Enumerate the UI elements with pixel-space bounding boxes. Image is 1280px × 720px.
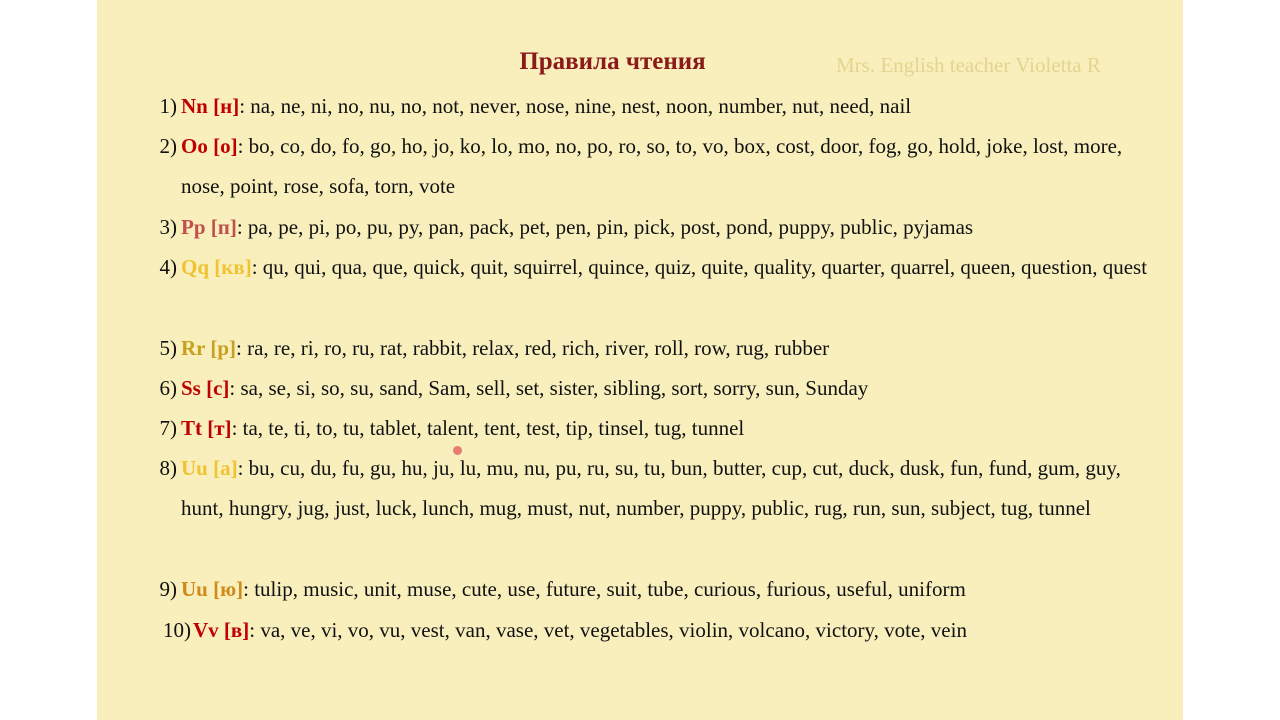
rule-number: 4) (159, 255, 177, 279)
rule-letter: Uu [ю] (181, 577, 244, 601)
rule-words: : tulip, music, unit, muse, cute, use, future, suit, tube, curious, furious, useful, uniform (243, 577, 966, 601)
rule-letter: Oo [о] (181, 134, 238, 158)
watermark-text: Mrs. English teacher Violetta R (836, 53, 1101, 77)
rule-body (181, 328, 1151, 368)
rule-words: : ta, te, ti, to, tu, tablet, talent, tent, test, tip, tinsel, tug, tunnel (231, 416, 745, 440)
rule-body (181, 247, 1151, 287)
rule-body (181, 86, 1151, 126)
rule-letter: Vv [в] (193, 618, 250, 642)
rule-body (181, 569, 1151, 609)
rule-words: : qu, qui, qua, que, quick, quit, squirrel, quince, quiz, quite, quality, quarter, quarrel, queen, question, quest (251, 255, 1148, 279)
rule-letter: Qq [кв] (181, 255, 252, 279)
rule-words: : va, ve, vi, vo, vu, vest, van, vase, vet, vegetables, violin, volcano, victory, vote, vein (249, 618, 967, 642)
rule-number: 5) (159, 336, 177, 360)
slide (97, 0, 1183, 720)
rule-number: 7) (159, 416, 177, 440)
rule-words: : sa, se, si, so, su, sand, Sam, sell, set, sister, sibling, sort, sorry, sun, Sunday (229, 376, 869, 400)
rule-body (181, 368, 1151, 408)
rule-number: 9) (159, 577, 177, 601)
rule-letter: Pp [п] (181, 215, 237, 239)
rule-body (181, 126, 1151, 206)
rule-number: 10) (163, 618, 191, 642)
rule-body (181, 408, 1151, 448)
rule-letter: Uu [а] (181, 456, 238, 480)
rule-body (193, 610, 1163, 650)
rule-letter: Ss [c] (181, 376, 230, 400)
laser-pointer-dot (453, 446, 462, 455)
rule-number: 2) (159, 134, 177, 158)
rule-body (181, 448, 1151, 528)
rule-letter: Tt [т] (181, 416, 232, 440)
rule-words: : bo, co, do, fo, go, ho, jo, ko, lo, mo, no, po, ro, so, to, vo, box, cost, door, fog, go, hold, joke, lost, more, nose, point, rose, sofa, torn, vote (181, 134, 1123, 198)
rule-number: 3) (159, 215, 177, 239)
rule-number: 8) (159, 456, 177, 480)
rule-words: : ra, re, ri, ro, ru, rat, rabbit, relax, red, rich, river, roll, row, rug, rubber (236, 336, 830, 360)
rule-words: : na, ne, ni, no, nu, no, not, never, nose, nine, nest, noon, number, nut, need, nail (239, 94, 912, 118)
rule-body (181, 207, 1151, 247)
rule-words: : bu, cu, du, fu, gu, hu, ju, lu, mu, nu, pu, ru, su, tu, bun, butter, cup, cut, duck, dusk, fun, fund, gum, guy, hunt, hungry, jug, just, luck, lunch, mug, must, nut, number, puppy, public, rug, run, sun, subject, tug, tunnel (181, 456, 1121, 520)
rule-number: 6) (159, 376, 177, 400)
rule-words: : pa, pe, pi, po, pu, py, pan, pack, pet, pen, pin, pick, post, pond, puppy, public, pyjamas (236, 215, 974, 239)
rule-letter: Rr [р] (181, 336, 237, 360)
rule-letter: Nn [н] (181, 94, 240, 118)
rule-number: 1) (159, 94, 177, 118)
slide-title: Правила чтения (519, 48, 706, 75)
